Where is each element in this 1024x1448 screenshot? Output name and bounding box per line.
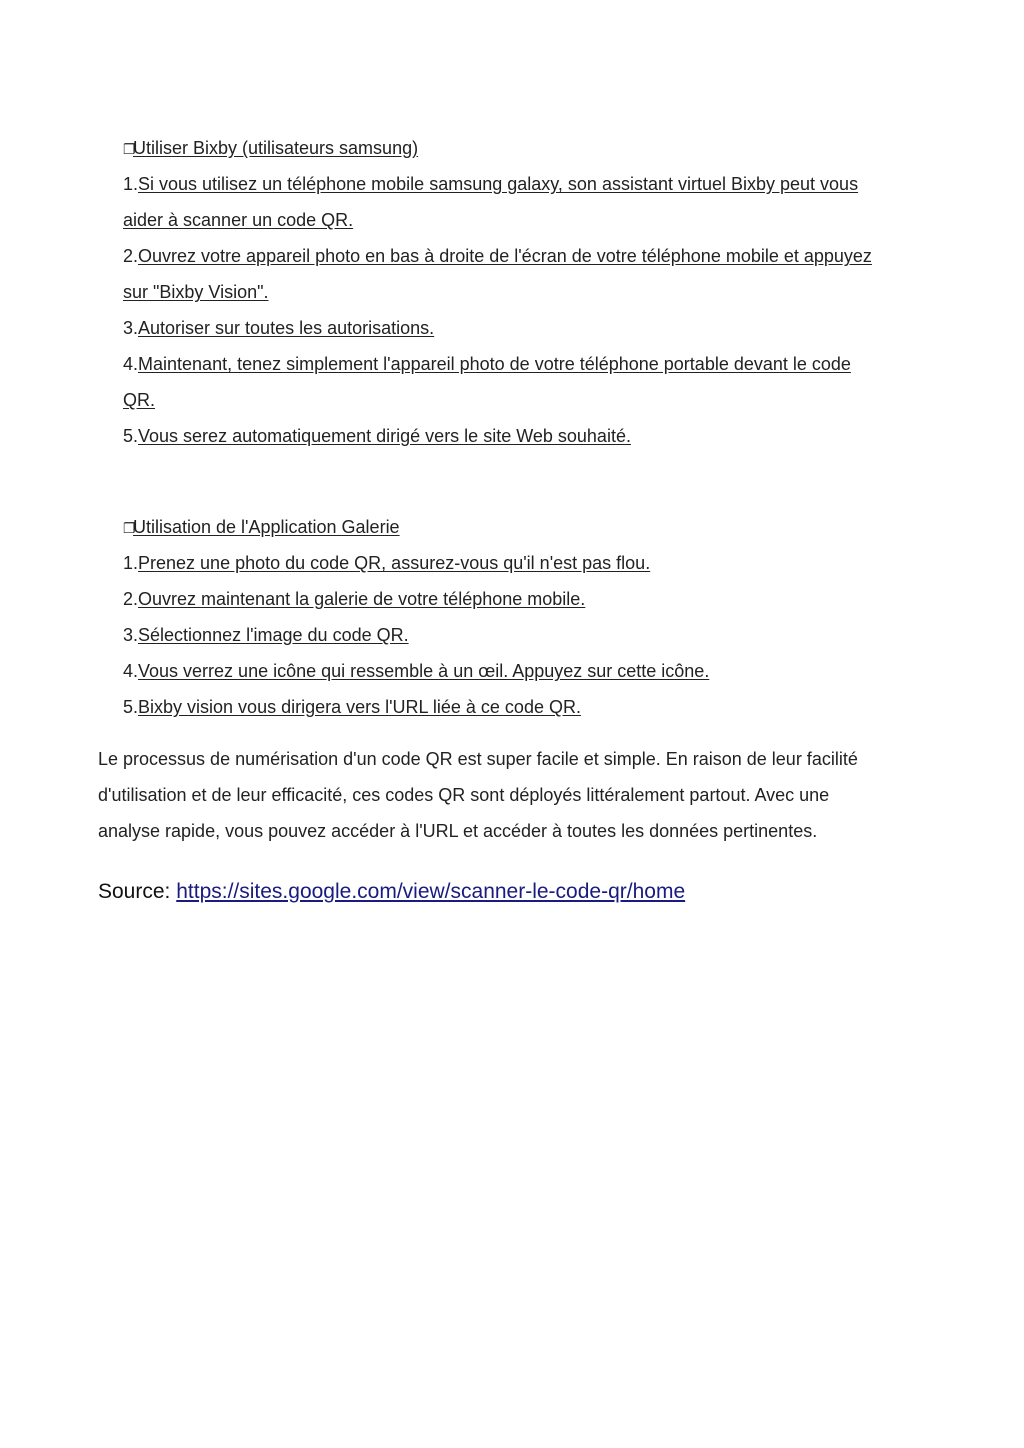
list-item: 4.Vous verrez une icône qui ressemble à un œil. Appuyez sur cette icône. <box>123 661 710 681</box>
checkbox-bullet-icon: ❐ <box>123 520 136 536</box>
list-item-continuation: aider à scanner un code QR. <box>123 210 354 230</box>
paragraph-line: analyse rapide, vous pouvez accéder à l'URL et accéder à toutes les données pertinentes. <box>98 821 818 841</box>
section-heading: ❐Utiliser Bixby (utilisateurs samsung) <box>123 138 419 158</box>
list-item: 5.Bixby vision vous dirigera vers l'URL liée à ce code QR. <box>123 697 581 717</box>
list-item: 4.Maintenant, tenez simplement l'appareil photo de votre téléphone portable devant le code <box>123 354 851 374</box>
source-line <box>98 879 685 905</box>
summary-paragraph <box>98 741 928 849</box>
list-item: 2.Ouvrez votre appareil photo en bas à droite de l'écran de votre téléphone mobile et appuyez <box>123 246 872 266</box>
list-item-continuation: sur "Bixby Vision". <box>123 282 269 302</box>
list-item: 3.Autoriser sur toutes les autorisations. <box>123 318 435 338</box>
list-item: 3.Sélectionnez l'image du code QR. <box>123 625 409 645</box>
paragraph-line: d'utilisation et de leur efficacité, ces codes QR sont déployés littéralement partout. Avec une <box>98 785 830 805</box>
source-link[interactable]: https://sites.google.com/view/scanner-le-code-qr/home <box>176 880 686 903</box>
paragraph-line: Le processus de numérisation d'un code QR est super facile et simple. En raison de leur facilité <box>98 749 858 769</box>
list-item: 1.Si vous utilisez un téléphone mobile samsung galaxy, son assistant virtuel Bixby peut vous <box>123 174 859 194</box>
source-label: Source: <box>98 880 177 903</box>
list-item: 1.Prenez une photo du code QR, assurez-vous qu'il n'est pas flou. <box>123 553 651 573</box>
checkbox-bullet-icon: ❐ <box>123 141 136 157</box>
list-item: 5.Vous serez automatiquement dirigé vers le site Web souhaité. <box>123 426 631 446</box>
section-heading: ❐Utilisation de l'Application Galerie <box>123 517 400 537</box>
list-item-continuation: QR. <box>123 390 156 410</box>
list-item: 2.Ouvrez maintenant la galerie de votre téléphone mobile. <box>123 589 586 609</box>
